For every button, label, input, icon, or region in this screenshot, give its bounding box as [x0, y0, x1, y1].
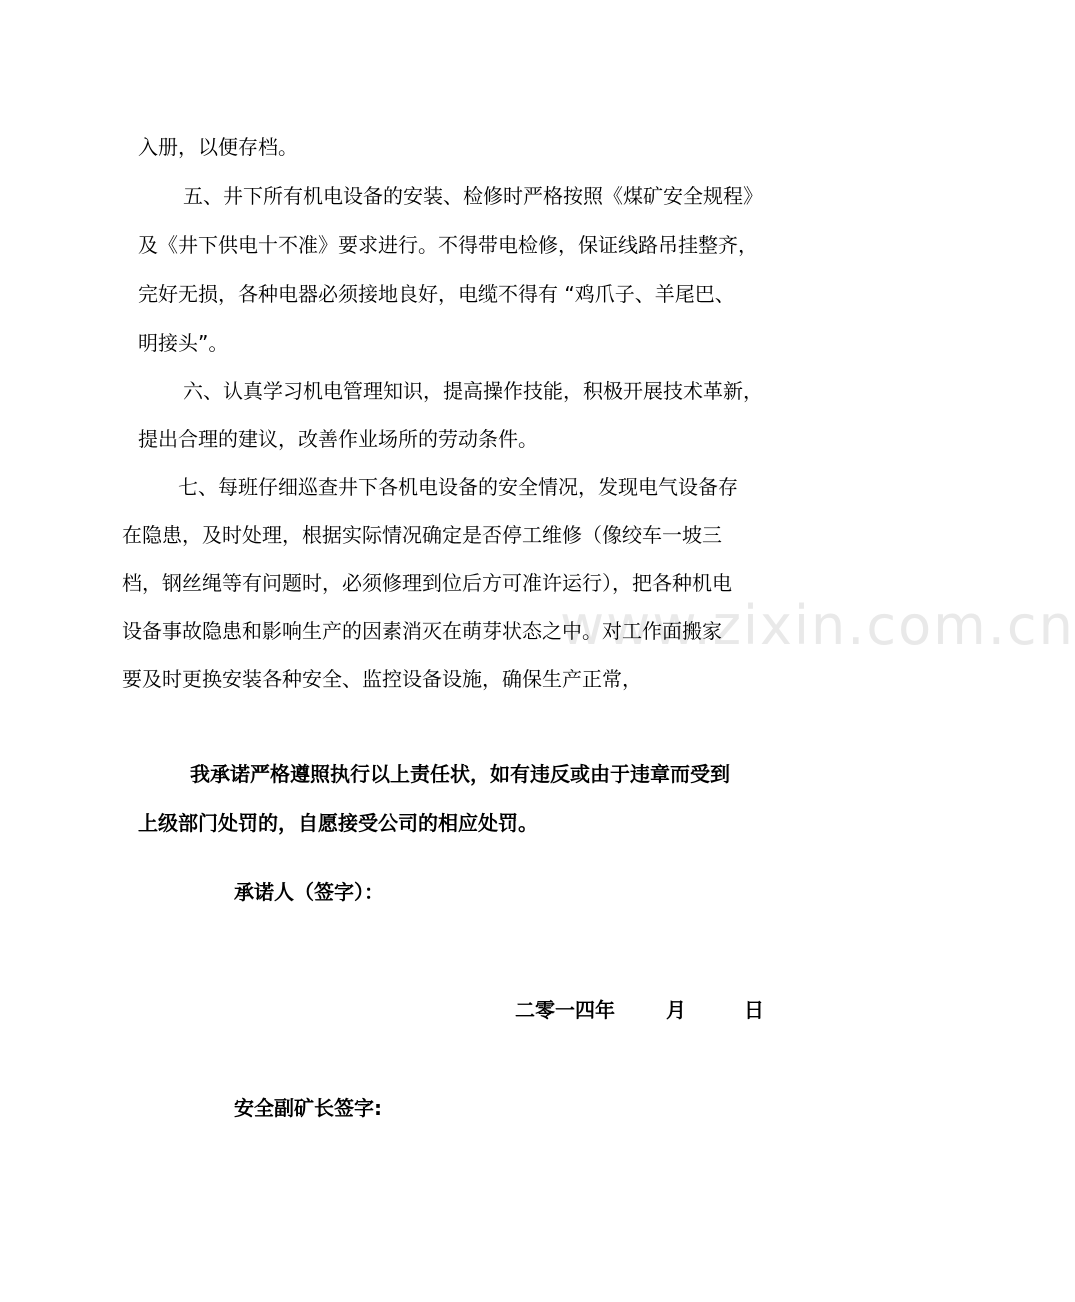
paragraph-line: 入册，以便存档。: [138, 135, 298, 159]
paragraph-line: 档，钢丝绳等有问题时，必须修理到位后方可准许运行），把各种机电: [122, 571, 732, 595]
paragraph-line: 在隐患，及时处理，根据实际情况确定是否停工维修（像绞车一坡三: [122, 523, 722, 547]
date-day: 日: [744, 998, 764, 1022]
paragraph-line: 完好无损，各种电器必须接地良好，电缆不得有 “鸡爪子、羊尾巴、: [138, 282, 735, 306]
paragraph-line: 七、每班仔细巡查井下各机电设备的安全情况，发现电气设备存: [178, 475, 738, 499]
deputy-director-signature-label: 安全副矿长签字:: [234, 1096, 382, 1120]
date-month: 月: [666, 998, 686, 1022]
paragraph-line: 要及时更换安装各种安全、监控设备设施，确保生产正常，: [122, 667, 642, 691]
pledge-line: 我承诺严格遵照执行以上责任状，如有违反或由于违章而受到: [190, 762, 730, 786]
paragraph-line: 提出合理的建议，改善作业场所的劳动条件。: [138, 427, 538, 451]
paragraph-line: 明接头”。: [138, 331, 229, 355]
paragraph-line: 五、井下所有机电设备的安装、检修时严格按照《煤矿安全规程》: [183, 184, 763, 208]
pledge-line: 上级部门处罚的，自愿接受公司的相应处罚。: [138, 811, 538, 835]
paragraph-line: 及《井下供电十不准》要求进行。不得带电检修，保证线路吊挂整齐，: [138, 233, 758, 257]
watermark-text: www.zixin.com.cn: [560, 594, 1075, 657]
paragraph-line: 六、认真学习机电管理知识，提高操作技能，积极开展技术革新，: [183, 379, 763, 403]
date-year: 二零一四年: [515, 998, 615, 1022]
promisor-signature-label: 承诺人（签字）：: [234, 880, 384, 904]
paragraph-line: 设备事故隐患和影响生产的因素消灭在萌芽状态之中。对工作面搬家: [122, 619, 722, 643]
